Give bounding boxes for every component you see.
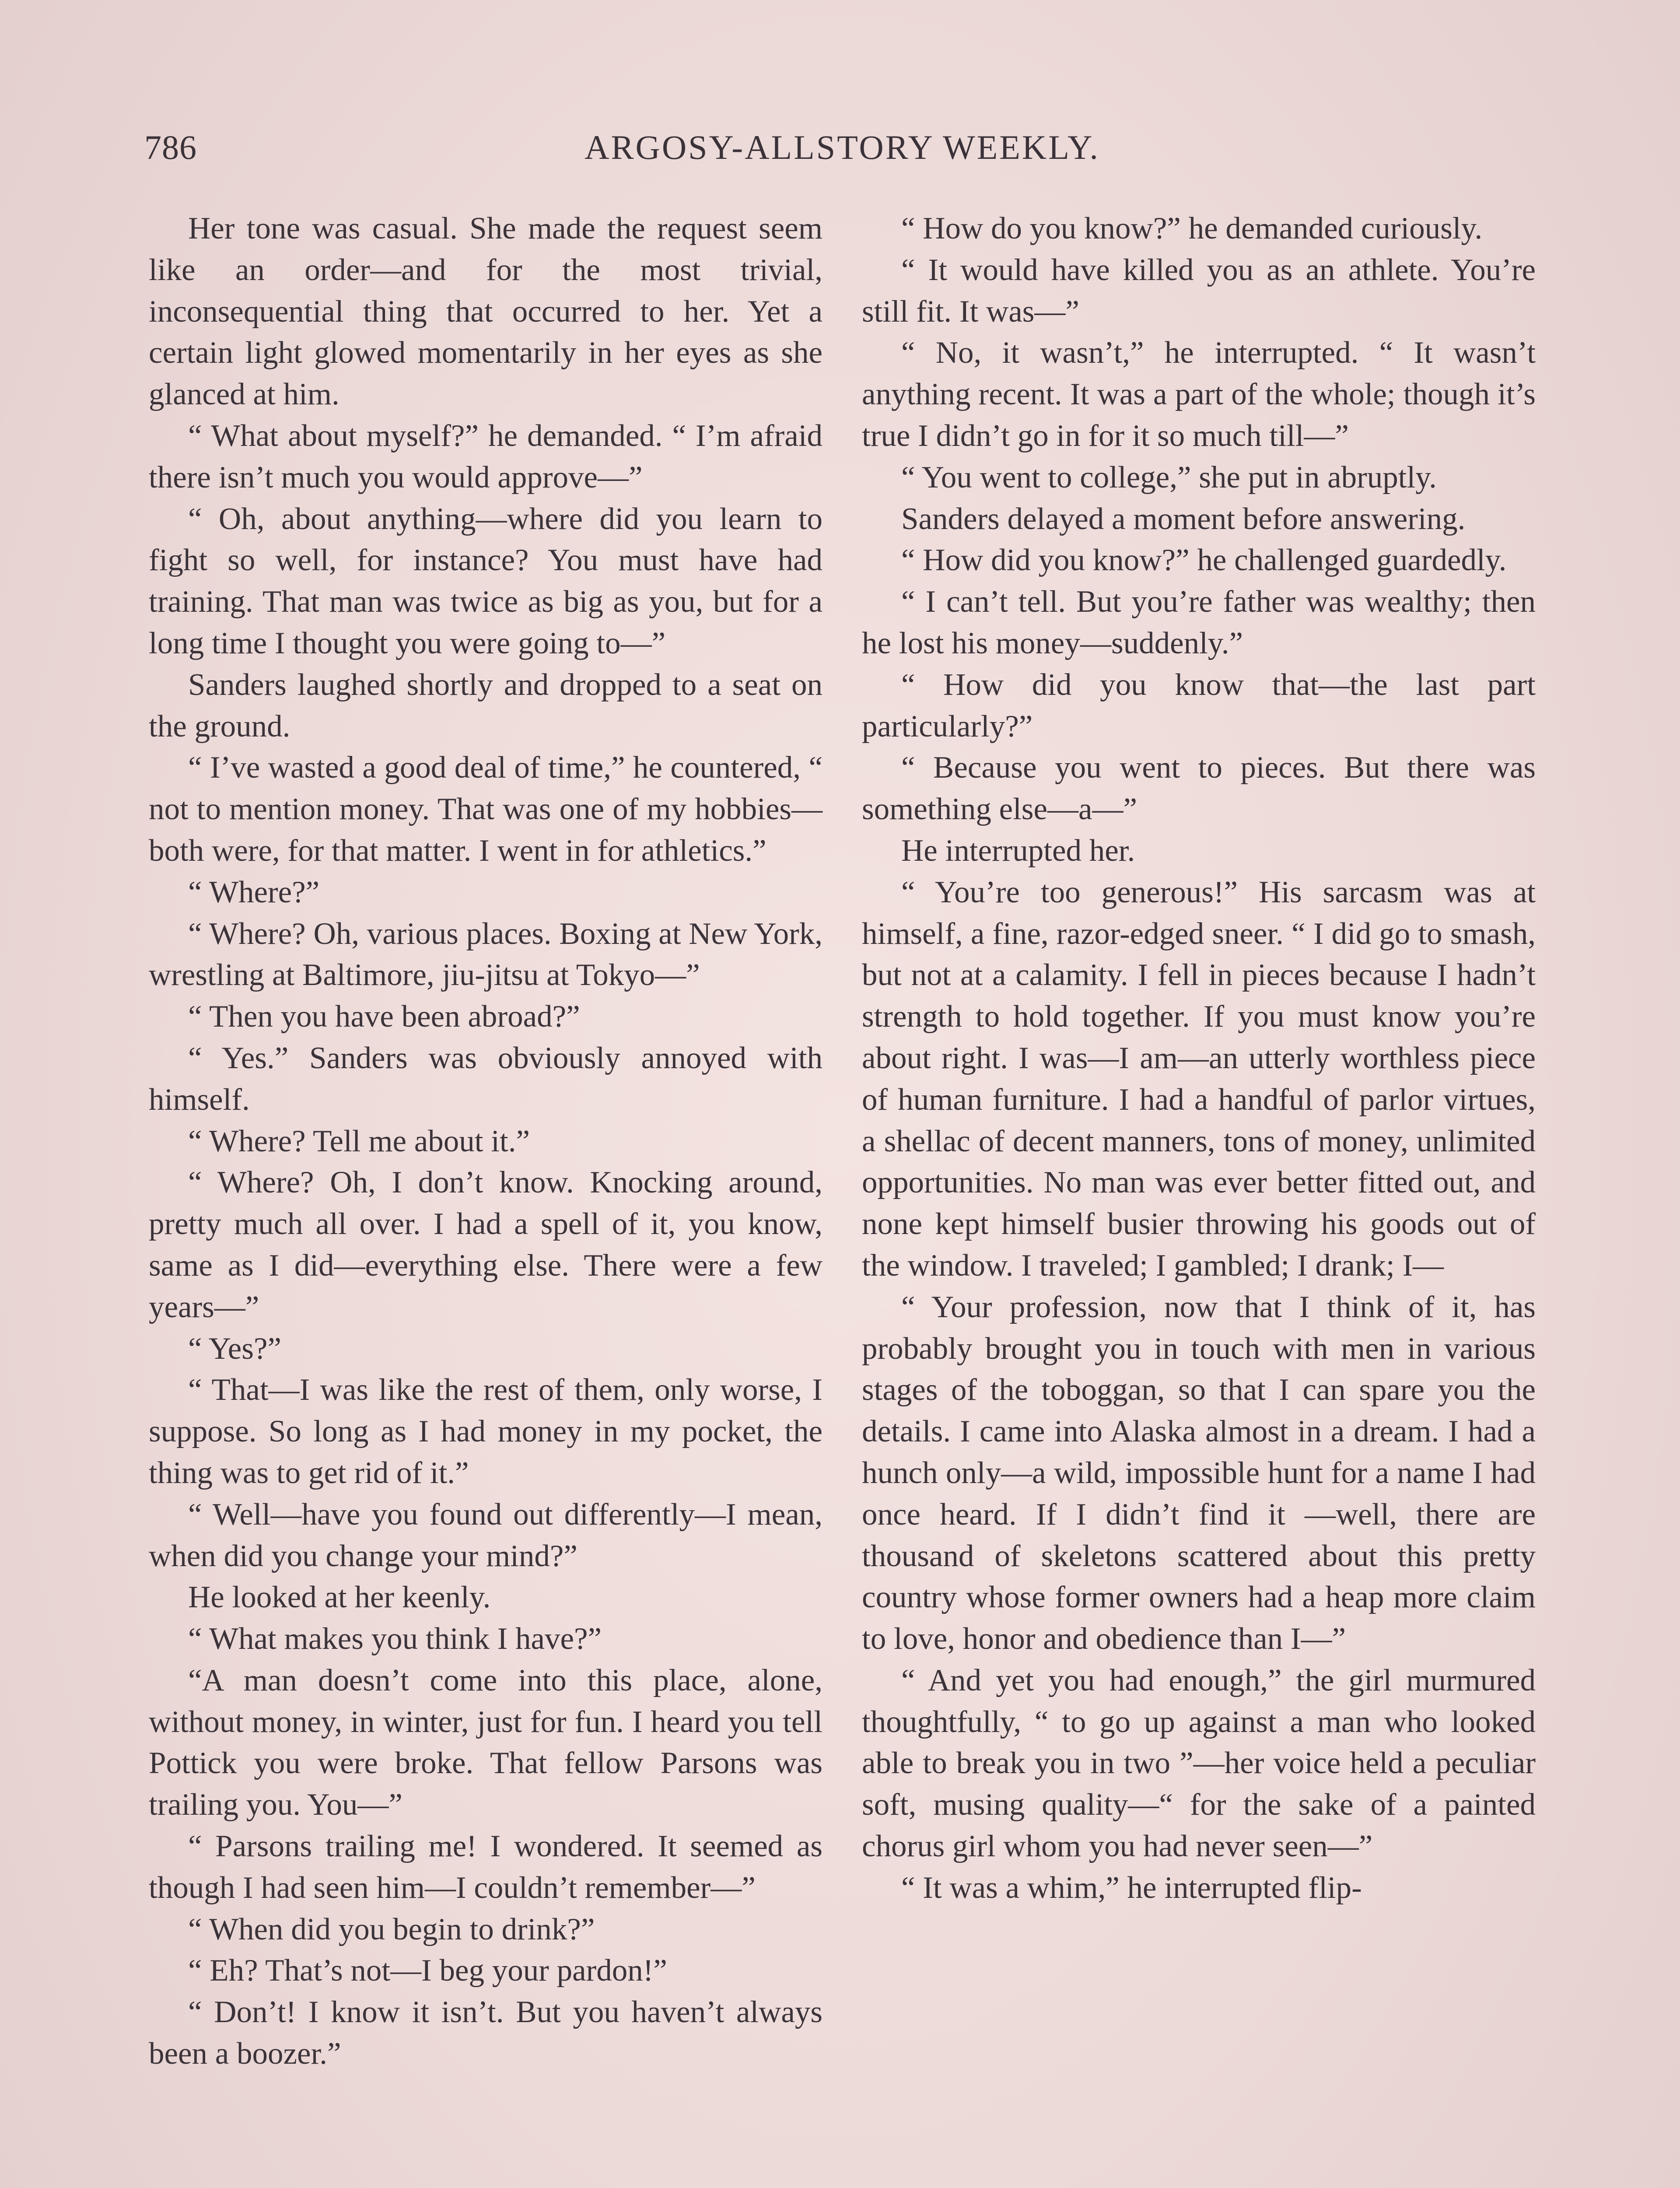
paragraph: “ No, it wasn’t,” he interrupted. “ It wasn’t anything recent. It was a part of the whole; though it’s true I didn’t go in for it so much till—”: [862, 336, 1536, 453]
paragraph: “ Where? Tell me about it.”: [188, 1124, 530, 1158]
paragraph: “ That—I was like the rest of them, only worse, I suppose. So long as I had money in my pocket, the thing was to get rid of it.”: [149, 1373, 822, 1490]
paragraph: “ What about myself?” he demanded. “ I’m afraid there isn’t much you would approve—”: [149, 418, 822, 494]
running-head-title: ARGOSY-ALLSTORY WEEKLY.: [584, 128, 1100, 166]
paragraph: “ Well—have you found out differently—I mean, when did you change your mind?”: [149, 1497, 822, 1573]
paragraph: “ Parsons trailing me! I wondered. It seemed as though I had seen him—I couldn’t remember—”: [149, 1829, 822, 1905]
paragraph: “ Because you went to pieces. But there was something else—a—”: [862, 750, 1536, 827]
page-number: 786: [144, 128, 197, 166]
paragraph: “ Your profession, now that I think of it, has probably brought you in touch with men in various stages of the toboggan, so that I can spare you the details. I came into Alaska almost in a dream. I had a hunch only—a wild, impossible hunt for a name I had once heard. If I didn’t find it —well, there are thousand of skeletons scattered about this pretty country whose former owners had a heap more claim to love, honor and obedience than I—”: [862, 1290, 1536, 1656]
paragraph: Sanders laughed shortly and dropped to a seat on the ground.: [149, 667, 822, 743]
paragraph: “ Yes.” Sanders was obviously annoyed with himself.: [149, 1041, 822, 1117]
paragraph: “ Yes?”: [188, 1331, 281, 1366]
paragraph: “ How do you know?” he demanded curiously.: [901, 211, 1483, 245]
paragraph: “ You went to college,” she put in abruptly.: [901, 460, 1437, 494]
paragraph: “ What makes you think I have?”: [188, 1622, 602, 1656]
paragraph: “ And yet you had enough,” the girl murmured thoughtfully, “ to go up against a man who looked able to break you in two ”—her voice held a peculiar soft, musing quality—“ for the sake of a painted chorus girl whom you had never seen—”: [862, 1663, 1536, 1864]
paragraph: “ Where?”: [188, 875, 320, 909]
paragraph: “ How did you know?” he challenged guardedly.: [901, 543, 1507, 578]
paragraph: “ Oh, about anything—where did you learn to fight so well, for instance? You must have had training. That man was twice as big as you, but for a long time I thought you were going to—”: [149, 501, 822, 660]
paragraph: “ Where? Oh, I don’t know. Knocking around, pretty much all over. I had a spell of it, you know, same as I did—everything else. There were a few years—”: [149, 1165, 822, 1324]
paragraph: He looked at her keenly.: [188, 1580, 491, 1615]
paragraph: “ You’re too generous!” His sarcasm was at himself, a fine, razor-edged sneer. “ I did go to smash, but not at a calamity. I fell in pieces because I hadn’t strength to hold together. If you must know you’re about right. I was—I am—an utterly worthless piece of human furniture. I had a handful of parlor virtues, a shellac of decent manners, tons of money, unlimited opportunities. No man was ever better fitted out, and none kept himself busier throwing his goods out of the window. I traveled; I gambled; I drank; I—: [862, 875, 1536, 1283]
page-header: [144, 128, 1540, 176]
paragraph: “ Then you have been abroad?”: [188, 999, 580, 1034]
paragraph: “ It would have killed you as an athlete. You’re still fit. It was—”: [862, 252, 1536, 329]
paragraph: “ Where? Oh, various places. Boxing at New York, wrestling at Baltimore, jiu-jitsu at Tokyo—”: [149, 916, 822, 992]
paragraph: “A man doesn’t come into this place, alone, without money, in winter, just for fun. I heard you tell Pottick you were broke. That fellow Parsons was trailing you. You—”: [149, 1663, 822, 1822]
paragraph: Sanders delayed a moment before answering.: [901, 501, 1466, 536]
left-text-column: [149, 208, 822, 2075]
paragraph: “ I can’t tell. But you’re father was wealthy; then he lost his money—suddenly.”: [862, 585, 1536, 660]
paragraph: “ It was a whim,” he interrupted flip-: [901, 1870, 1362, 1905]
right-text-column: [862, 208, 1536, 1909]
paragraph: “ How did you know that—the last part particularly?”: [862, 667, 1536, 743]
paragraph: “ I’ve wasted a good deal of time,” he countered, “ not to mention money. That was one of my hobbies—both were, for that matter. I went in for athletics.”: [149, 750, 822, 868]
paragraph: Her tone was casual. She made the request seem like an order—and for the most trivial, inconsequential thing that occurred to her. Yet a certain light glowed momentarily in her eyes as she glanced at him.: [149, 211, 822, 412]
paragraph: “ Eh? That’s not—I beg your pardon!”: [188, 1953, 667, 1988]
paragraph: “ Don’t! I know it isn’t. But you haven’t always been a boozer.”: [149, 1995, 822, 2071]
paragraph: He interrupted her.: [901, 833, 1135, 868]
paragraph: “ When did you begin to drink?”: [188, 1912, 595, 1946]
